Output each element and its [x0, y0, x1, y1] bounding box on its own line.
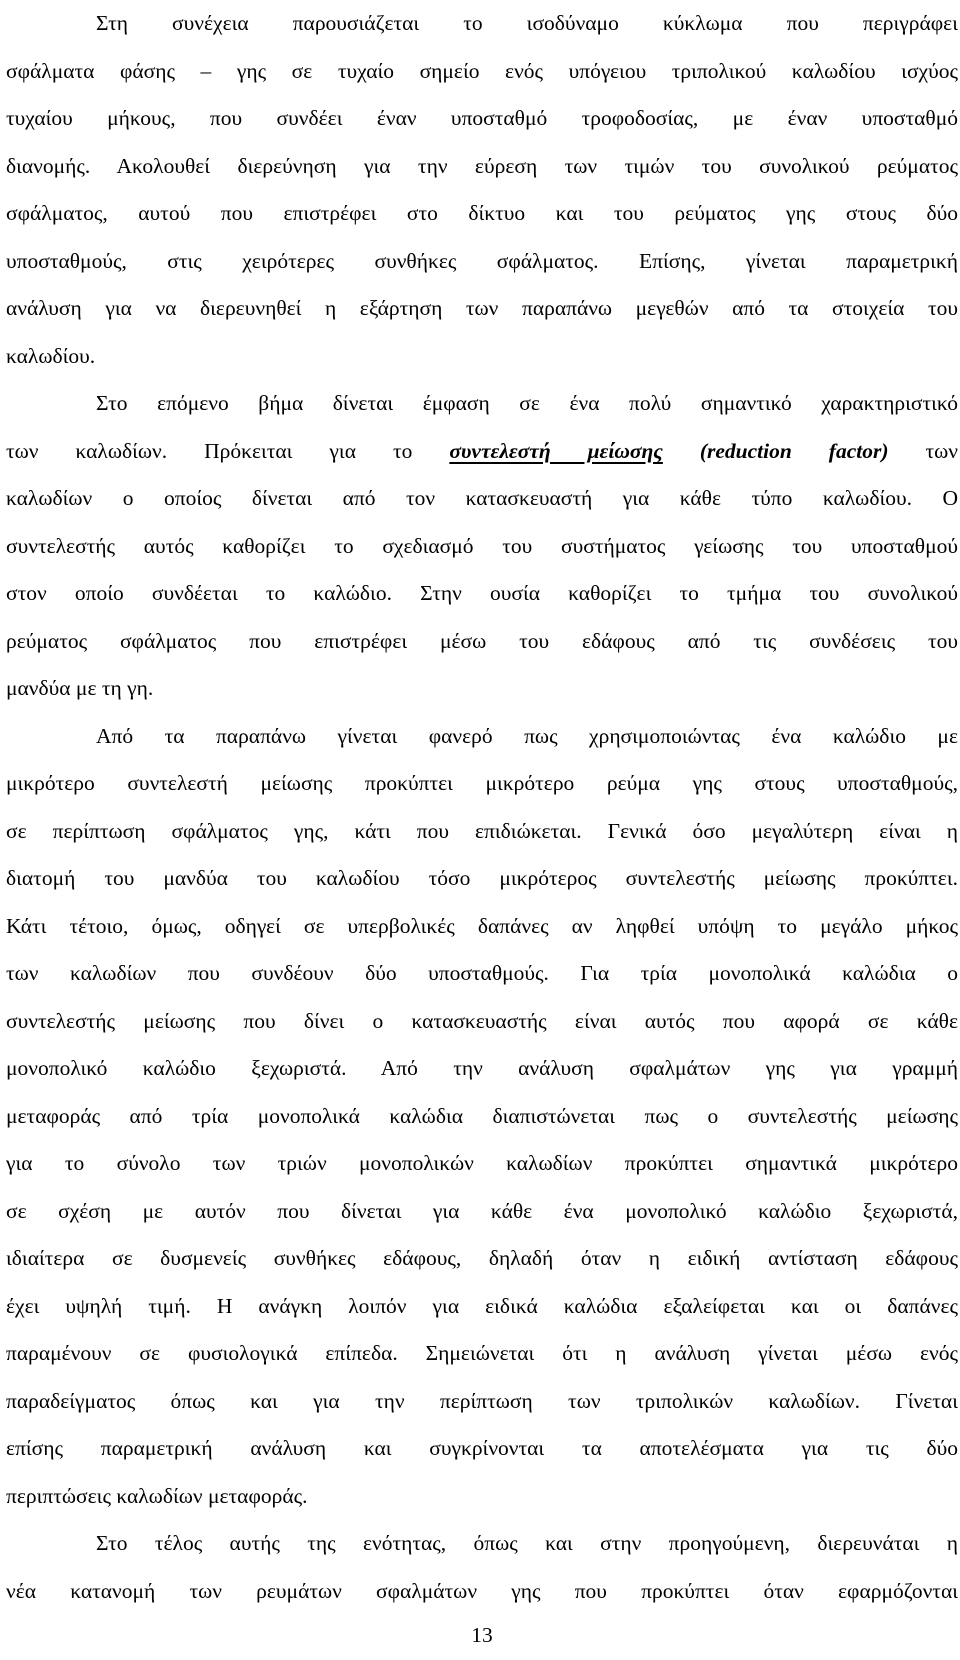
text-line: Στο επόμενο βήμα δίνεται έμφαση σε ένα πολύ σημαντικό χαρακτηριστικό: [96, 391, 958, 415]
paragraph-1: [6, 0, 958, 380]
text-line: παραμένουν σε φυσιολογικά επίπεδα. Σημειώνεται ότι η ανάλυση γίνεται μέσω ενός: [6, 1341, 958, 1365]
text-line: Από τα παραπάνω γίνεται φανερό πως χρησιμοποιώντας ένα καλώδιο με: [96, 723, 958, 748]
text-line: καλωδίων ο οποίος δίνεται από τον κατασκευαστή για κάθε τύπο καλωδίου. Ο: [6, 486, 958, 510]
text-line: σφάλματα φάσης – γης σε τυχαίο σημείο ενός υπόγειου τριπολικού καλωδίου ισχύος: [6, 58, 958, 83]
document-page: [6, 0, 958, 1660]
text-segment: των: [888, 438, 958, 463]
text-line: μανδύα με τη γη.: [6, 676, 154, 700]
text-line: στον οποίο συνδέεται το καλώδιο. Στην ουσία καθορίζει το τμήμα του συνολικού: [6, 581, 958, 605]
paragraph-2: [6, 380, 958, 713]
reduction-factor-term: συντελεστή μείωσης: [449, 438, 663, 463]
text-line: διατομή του μανδύα του καλωδίου τόσο μικρότερος συντελεστής μείωσης προκύπτει.: [6, 866, 958, 890]
text-line: μικρότερο συντελεστή μείωσης προκύπτει μικρότερο ρεύμα γης στους υποσταθμούς,: [6, 771, 958, 795]
text-line: παραδείγματος όπως και για την περίπτωση των τριπολικών καλωδίων. Γίνεται: [6, 1388, 958, 1413]
text-line: μεταφοράς από τρία μονοπολικά καλώδια διαπιστώνεται πως ο συντελεστής μείωσης: [6, 1103, 958, 1128]
text-line: ιδιαίτερα σε δυσμενείς συνθήκες εδάφους, δηλαδή όταν η ειδική αντίσταση εδάφους: [6, 1246, 958, 1270]
text-line: σε περίπτωση σφάλματος γης, κάτι που επιδιώκεται. Γενικά όσο μεγαλύτερη είναι η: [6, 818, 958, 843]
text-segment: των καλωδίων. Πρόκειται για το: [6, 438, 450, 463]
text-line: έχει υψηλή τιμή. Η ανάγκη λοιπόν για ειδικά καλώδια εξαλείφεται και οι δαπάνες: [6, 1293, 958, 1318]
text-line: για το σύνολο των τριών μονοπολικών καλωδίων προκύπτει σημαντικά μικρότερο: [6, 1151, 958, 1175]
text-line: τυχαίου μήκους, που συνδέει έναν υποσταθμό τροφοδοσίας, με έναν υποσταθμό: [6, 106, 958, 130]
text-line: συντελεστής μείωσης που δίνει ο κατασκευαστής είναι αυτός που αφορά σε κάθε: [6, 1008, 958, 1033]
text-line: νέα κατανομή των ρευμάτων σφαλμάτων γης που προκύπτει όταν εφαρμόζονται: [6, 1578, 958, 1603]
text-line: Στη συνέχεια παρουσιάζεται το ισοδύναμο κύκλωμα που περιγράφει: [96, 11, 958, 35]
text-line: Στο τέλος αυτής της ενότητας, όπως και στην προηγούμενη, διερευνάται η: [96, 1531, 958, 1555]
paragraph-3: [6, 713, 958, 1521]
text-line: ρεύματος σφάλματος που επιστρέφει μέσω του εδάφους από τις συνδέσεις του: [6, 628, 958, 653]
text-line: μονοπολικό καλώδιο ξεχωριστά. Από την ανάλυση σφαλμάτων γης για γραμμή: [6, 1056, 958, 1080]
text-line: των καλωδίων που συνδέουν δύο υποσταθμούς. Για τρία μονοπολικά καλώδια ο: [6, 961, 958, 985]
text-line: περιπτώσεις καλωδίων μεταφοράς.: [6, 1483, 308, 1508]
text-line: διανομής. Ακολουθεί διερεύνηση για την εύρεση των τιμών του συνολικού ρεύματος: [6, 153, 958, 178]
text-line-with-term: [6, 428, 958, 476]
reduction-factor-english: (reduction factor): [662, 438, 889, 463]
text-line: συντελεστής αυτός καθορίζει το σχεδιασμό του συστήματος γείωσης του υποσταθμού: [6, 533, 958, 558]
text-line: σε σχέση με αυτόν που δίνεται για κάθε ένα μονοπολικό καλώδιο ξεχωριστά,: [6, 1198, 958, 1223]
text-line: ανάλυση για να διερευνηθεί η εξάρτηση των παραπάνω μεγεθών από τα στοιχεία του: [6, 296, 958, 320]
text-line: καλωδίου.: [6, 343, 96, 368]
text-line: επίσης παραμετρική ανάλυση και συγκρίνονται τα αποτελέσματα για τις δύο: [6, 1436, 958, 1460]
page-number: 13: [471, 1623, 493, 1647]
text-line: υποσταθμούς, στις χειρότερες συνθήκες σφάλματος. Επίσης, γίνεται παραμετρική: [6, 248, 958, 273]
text-line: σφάλματος, αυτού που επιστρέφει στο δίκτυο και του ρεύματος γης στους δύο: [6, 201, 958, 225]
paragraph-4: [6, 1520, 958, 1615]
text-line: Κάτι τέτοιο, όμως, οδηγεί σε υπερβολικές δαπάνες αν ληφθεί υπόψη το μεγάλο μήκος: [6, 913, 958, 938]
